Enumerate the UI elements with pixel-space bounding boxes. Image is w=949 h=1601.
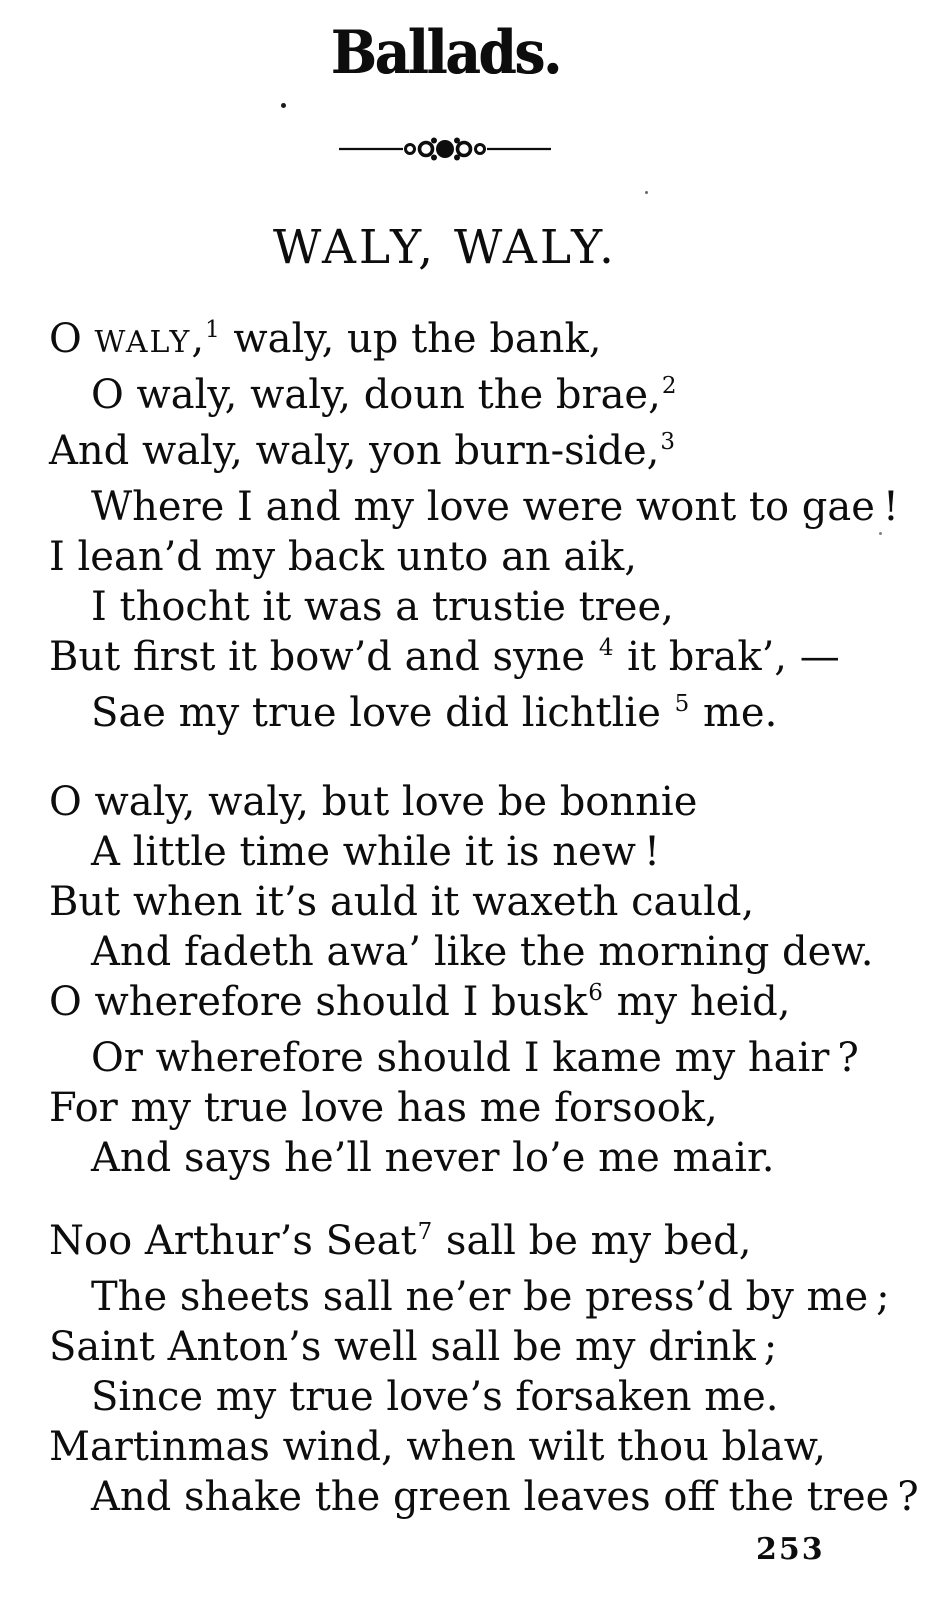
page-number: 253 <box>756 1532 825 1567</box>
scan-speck <box>645 191 648 194</box>
text-segment: , <box>191 316 205 362</box>
text-segment: But when it’s auld it waxeth cauld, <box>49 879 755 925</box>
text-segment: A little time while it is new ! <box>91 829 661 875</box>
text-segment: The sheets sall ne’er be press’d by me ; <box>91 1274 890 1320</box>
poem-line <box>49 482 909 532</box>
stanza <box>49 314 909 744</box>
footnote-reference: 3 <box>660 429 676 455</box>
text-segment: O waly, waly, but love be bonnie <box>49 779 698 825</box>
poem-line <box>49 777 909 827</box>
poem-line <box>49 1422 909 1472</box>
stanza <box>49 1216 919 1522</box>
poem-line <box>49 1472 919 1522</box>
poem-line <box>49 877 909 927</box>
poem-line <box>49 370 909 426</box>
text-segment: Saint Anton’s well sall be my drink ; <box>49 1324 778 1370</box>
text-segment: Since my true love’s forsaken me. <box>91 1374 779 1420</box>
text-segment: I thocht it was a trustie tree, <box>91 584 674 630</box>
poem-line <box>49 1083 909 1133</box>
text-segment: Martinmas wind, when wilt thou blaw, <box>49 1424 827 1470</box>
footnote-reference: 5 <box>674 691 690 717</box>
poem-line <box>49 1372 909 1422</box>
poem-line <box>49 314 909 370</box>
text-segment: And fadeth awa’ like the morning dew. <box>91 929 874 975</box>
text-segment: waly, up the bank, <box>220 316 602 362</box>
text-segment: O waly, waly, doun the brae, <box>91 372 661 418</box>
poem-line <box>49 632 909 688</box>
text-segment: it brak’, — <box>614 634 840 680</box>
poem-line <box>49 1033 909 1083</box>
text-segment: sall be my bed, <box>433 1218 752 1264</box>
poem-line <box>49 426 909 482</box>
poem-line <box>49 582 909 632</box>
text-segment: O wherefore should I busk <box>49 979 588 1025</box>
text-segment: Sae my true love did lichtlie <box>91 690 674 736</box>
stanza <box>49 777 909 1183</box>
running-head-title: Ballads. <box>330 18 560 88</box>
smallcaps-text: WALY <box>94 325 192 360</box>
poem-line <box>49 927 909 977</box>
text-segment: my heid, <box>603 979 791 1025</box>
text-segment: I lean’d my back unto an aik, <box>49 534 637 580</box>
text-segment: Or wherefore should I kame my hair ? <box>91 1035 859 1081</box>
running-head <box>0 18 890 88</box>
text-segment: me. <box>690 690 778 736</box>
poem-line <box>49 827 909 877</box>
poem-line <box>49 1272 909 1322</box>
footnote-reference: 4 <box>598 635 614 661</box>
scan-speck <box>281 103 286 108</box>
poem <box>49 314 919 1555</box>
text-segment: But first it bow’d and syne <box>49 634 598 680</box>
poem-line <box>49 1133 909 1183</box>
text-segment: O <box>49 316 95 362</box>
floral-rule-icon <box>339 136 551 162</box>
text-segment: Where I and my love were wont to gae ! <box>91 484 899 530</box>
poem-line <box>49 977 909 1033</box>
poem-title: WALY, WALY. <box>273 220 617 275</box>
text-segment: And waly, waly, yon burn-side, <box>49 428 660 474</box>
footnote-reference: 1 <box>205 317 220 343</box>
poem-line <box>49 532 909 582</box>
poem-line <box>49 1322 909 1372</box>
footnote-reference: 7 <box>417 1219 433 1245</box>
footnote-reference: 6 <box>588 980 603 1006</box>
text-segment: And shake the green leaves off the tree ? <box>91 1474 919 1520</box>
ornament-divider <box>0 136 890 166</box>
footnote-reference: 2 <box>661 373 677 399</box>
text-segment: And says he’ll never lo’e me mair. <box>91 1135 775 1181</box>
text-segment: For my true love has me forsook, <box>49 1085 718 1131</box>
poem-line <box>49 688 909 744</box>
poem-line <box>49 1216 909 1272</box>
text-segment: Noo Arthur’s Seat <box>49 1218 417 1264</box>
